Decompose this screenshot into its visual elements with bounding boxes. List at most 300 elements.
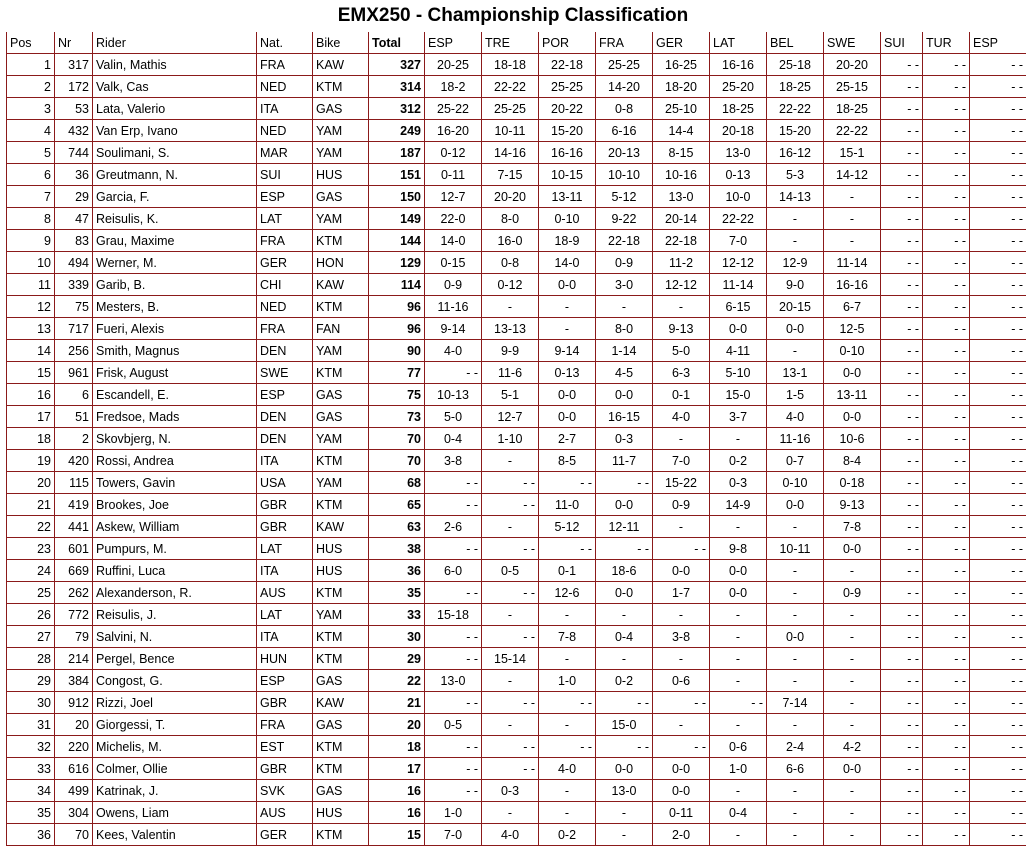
cell-rider: Askew, William (93, 516, 257, 538)
cell-tre-round: 15-14 (482, 648, 539, 670)
col-header-sui-round: SUI (881, 32, 923, 54)
cell-esp-round: 0-9 (425, 274, 482, 296)
cell-ger-round: - (653, 604, 710, 626)
cell-esp-final-round: - - (970, 252, 1026, 274)
cell-number: 70 (55, 824, 93, 846)
cell-number: 441 (55, 516, 93, 538)
cell-number: 6 (55, 384, 93, 406)
cell-tre-round: 0-8 (482, 252, 539, 274)
cell-esp-final-round: - - (970, 604, 1026, 626)
cell-fra-round: 9-22 (596, 208, 653, 230)
table-row (7, 230, 1026, 252)
cell-number: 36 (55, 164, 93, 186)
cell-sui-round: - - (881, 802, 923, 824)
cell-bel-round: 0-7 (767, 450, 824, 472)
cell-lat-round: 0-0 (710, 318, 767, 340)
cell-por-round: 1-0 (539, 670, 596, 692)
cell-total: 144 (369, 230, 425, 252)
cell-esp-round: - - (425, 362, 482, 384)
cell-nationality: GER (257, 252, 313, 274)
cell-tur-round: - - (923, 98, 970, 120)
cell-swe-round: 14-12 (824, 164, 881, 186)
cell-fra-round: - - (596, 692, 653, 714)
col-header-rider: Rider (93, 32, 257, 54)
cell-bike: YAM (313, 428, 369, 450)
table-row (7, 802, 1026, 824)
cell-pos: 5 (7, 142, 55, 164)
cell-esp-round: 3-8 (425, 450, 482, 472)
cell-nationality: EST (257, 736, 313, 758)
cell-nationality: GBR (257, 494, 313, 516)
cell-sui-round: - - (881, 296, 923, 318)
cell-total: 312 (369, 98, 425, 120)
cell-lat-round: 13-0 (710, 142, 767, 164)
cell-pos: 34 (7, 780, 55, 802)
cell-swe-round: 4-2 (824, 736, 881, 758)
cell-swe-round: 12-5 (824, 318, 881, 340)
table-row (7, 428, 1026, 450)
cell-nationality: AUS (257, 802, 313, 824)
cell-bel-round: 0-0 (767, 626, 824, 648)
cell-fra-round: - - (596, 472, 653, 494)
cell-swe-round: 8-4 (824, 450, 881, 472)
cell-esp-round: - - (425, 472, 482, 494)
table-row (7, 406, 1026, 428)
cell-bike: HON (313, 252, 369, 274)
col-header-lat-round: LAT (710, 32, 767, 54)
cell-esp-round: - - (425, 494, 482, 516)
cell-rider: Salvini, N. (93, 626, 257, 648)
cell-esp-final-round: - - (970, 494, 1026, 516)
col-header-swe-round: SWE (824, 32, 881, 54)
cell-tre-round: - - (482, 582, 539, 604)
cell-por-round: - (539, 714, 596, 736)
cell-total: 29 (369, 648, 425, 670)
cell-nationality: SUI (257, 164, 313, 186)
cell-number: 420 (55, 450, 93, 472)
cell-rider: Pumpurs, M. (93, 538, 257, 560)
cell-sui-round: - - (881, 120, 923, 142)
col-header-number: Nr (55, 32, 93, 54)
cell-sui-round: - - (881, 824, 923, 846)
cell-nationality: ITA (257, 626, 313, 648)
cell-ger-round: 5-0 (653, 340, 710, 362)
cell-total: 18 (369, 736, 425, 758)
cell-esp-round: - - (425, 692, 482, 714)
cell-fra-round: 0-0 (596, 384, 653, 406)
cell-por-round: 11-0 (539, 494, 596, 516)
cell-swe-round: - (824, 560, 881, 582)
cell-swe-round: - (824, 626, 881, 648)
cell-pos: 28 (7, 648, 55, 670)
table-row (7, 362, 1026, 384)
cell-esp-final-round: - - (970, 362, 1026, 384)
cell-lat-round: 3-7 (710, 406, 767, 428)
cell-number: 115 (55, 472, 93, 494)
cell-pos: 16 (7, 384, 55, 406)
cell-swe-round: 6-7 (824, 296, 881, 318)
cell-tre-round: - (482, 802, 539, 824)
cell-esp-round: 7-0 (425, 824, 482, 846)
cell-esp-final-round: - - (970, 824, 1026, 846)
cell-bel-round: 14-13 (767, 186, 824, 208)
cell-rider: Lata, Valerio (93, 98, 257, 120)
cell-fra-round: 20-13 (596, 142, 653, 164)
col-header-por-round: POR (539, 32, 596, 54)
cell-fra-round: 12-11 (596, 516, 653, 538)
cell-fra-round: 3-0 (596, 274, 653, 296)
cell-esp-round: 15-18 (425, 604, 482, 626)
cell-esp-round: - - (425, 758, 482, 780)
table-row (7, 604, 1026, 626)
cell-por-round: 25-25 (539, 76, 596, 98)
cell-bike: KAW (313, 54, 369, 76)
cell-tre-round: 9-9 (482, 340, 539, 362)
cell-number: 20 (55, 714, 93, 736)
cell-bike: KTM (313, 648, 369, 670)
cell-fra-round: 1-14 (596, 340, 653, 362)
col-header-ger-round: GER (653, 32, 710, 54)
cell-tre-round: - (482, 296, 539, 318)
cell-por-round: - (539, 780, 596, 802)
cell-tur-round: - - (923, 582, 970, 604)
cell-sui-round: - - (881, 538, 923, 560)
cell-nationality: ITA (257, 560, 313, 582)
cell-swe-round: - (824, 208, 881, 230)
page-title: EMX250 - Championship Classification (0, 0, 1026, 32)
table-row (7, 274, 1026, 296)
table-row (7, 318, 1026, 340)
cell-ger-round: - - (653, 538, 710, 560)
cell-rider: Escandell, E. (93, 384, 257, 406)
cell-esp-final-round: - - (970, 670, 1026, 692)
cell-swe-round: 11-14 (824, 252, 881, 274)
cell-number: 339 (55, 274, 93, 296)
cell-sui-round: - - (881, 208, 923, 230)
cell-lat-round: 0-0 (710, 582, 767, 604)
cell-pos: 32 (7, 736, 55, 758)
cell-bel-round: - (767, 516, 824, 538)
cell-number: 317 (55, 54, 93, 76)
col-header-tur-round: TUR (923, 32, 970, 54)
cell-por-round: 5-12 (539, 516, 596, 538)
cell-total: 90 (369, 340, 425, 362)
cell-nationality: DEN (257, 428, 313, 450)
cell-lat-round: - (710, 428, 767, 450)
cell-bike: YAM (313, 208, 369, 230)
cell-bike: GAS (313, 186, 369, 208)
cell-swe-round: - (824, 604, 881, 626)
cell-ger-round: - - (653, 692, 710, 714)
cell-swe-round: 20-20 (824, 54, 881, 76)
cell-tur-round: - - (923, 604, 970, 626)
cell-bike: KAW (313, 516, 369, 538)
cell-pos: 8 (7, 208, 55, 230)
cell-fra-round: 0-4 (596, 626, 653, 648)
cell-bel-round: - (767, 670, 824, 692)
cell-rider: Towers, Gavin (93, 472, 257, 494)
cell-esp-final-round: - - (970, 406, 1026, 428)
cell-pos: 4 (7, 120, 55, 142)
cell-total: 77 (369, 362, 425, 384)
cell-bel-round: 16-12 (767, 142, 824, 164)
cell-rider: Werner, M. (93, 252, 257, 274)
cell-swe-round: 0-0 (824, 538, 881, 560)
cell-sui-round: - - (881, 450, 923, 472)
cell-bel-round: 22-22 (767, 98, 824, 120)
cell-pos: 14 (7, 340, 55, 362)
cell-ger-round: 10-16 (653, 164, 710, 186)
cell-swe-round: - (824, 802, 881, 824)
cell-tre-round: 0-12 (482, 274, 539, 296)
cell-esp-final-round: - - (970, 186, 1026, 208)
cell-total: 22 (369, 670, 425, 692)
cell-sui-round: - - (881, 560, 923, 582)
cell-swe-round: 0-0 (824, 406, 881, 428)
table-row (7, 186, 1026, 208)
cell-sui-round: - - (881, 362, 923, 384)
table-row (7, 692, 1026, 714)
cell-bel-round: - (767, 648, 824, 670)
cell-nationality: FRA (257, 714, 313, 736)
cell-total: 30 (369, 626, 425, 648)
cell-por-round: - (539, 318, 596, 340)
cell-number: 256 (55, 340, 93, 362)
cell-bel-round: 5-3 (767, 164, 824, 186)
cell-rider: Valin, Mathis (93, 54, 257, 76)
cell-bike: KTM (313, 758, 369, 780)
cell-bike: YAM (313, 604, 369, 626)
table-row (7, 824, 1026, 846)
cell-esp-round: - - (425, 736, 482, 758)
cell-swe-round: - (824, 186, 881, 208)
cell-por-round: - (539, 648, 596, 670)
cell-tre-round: - (482, 714, 539, 736)
cell-tre-round: 8-0 (482, 208, 539, 230)
cell-por-round: - (539, 296, 596, 318)
cell-total: 187 (369, 142, 425, 164)
cell-number: 384 (55, 670, 93, 692)
cell-nationality: LAT (257, 208, 313, 230)
cell-bike: GAS (313, 780, 369, 802)
cell-esp-round: 18-2 (425, 76, 482, 98)
cell-tur-round: - - (923, 230, 970, 252)
cell-number: 616 (55, 758, 93, 780)
cell-sui-round: - - (881, 406, 923, 428)
cell-lat-round: 7-0 (710, 230, 767, 252)
cell-fra-round: 0-9 (596, 252, 653, 274)
cell-pos: 13 (7, 318, 55, 340)
cell-nationality: ESP (257, 186, 313, 208)
cell-esp-round: 11-16 (425, 296, 482, 318)
cell-total: 129 (369, 252, 425, 274)
table-row (7, 208, 1026, 230)
cell-ger-round: 11-2 (653, 252, 710, 274)
cell-sui-round: - - (881, 340, 923, 362)
cell-bel-round: 20-15 (767, 296, 824, 318)
cell-esp-round: 4-0 (425, 340, 482, 362)
cell-pos: 9 (7, 230, 55, 252)
cell-sui-round: - - (881, 714, 923, 736)
cell-fra-round: 0-8 (596, 98, 653, 120)
cell-esp-round: - - (425, 780, 482, 802)
cell-esp-final-round: - - (970, 758, 1026, 780)
cell-fra-round: 15-0 (596, 714, 653, 736)
cell-tre-round: - - (482, 692, 539, 714)
col-header-esp-final-round: ESP (970, 32, 1026, 54)
cell-bel-round: 25-18 (767, 54, 824, 76)
cell-bike: HUS (313, 164, 369, 186)
cell-esp-final-round: - - (970, 538, 1026, 560)
cell-nationality: GBR (257, 692, 313, 714)
cell-por-round: 0-10 (539, 208, 596, 230)
table-row (7, 736, 1026, 758)
cell-sui-round: - - (881, 736, 923, 758)
cell-esp-round: 0-15 (425, 252, 482, 274)
cell-total: 75 (369, 384, 425, 406)
cell-nationality: ITA (257, 450, 313, 472)
cell-fra-round: 16-15 (596, 406, 653, 428)
cell-nationality: AUS (257, 582, 313, 604)
cell-por-round: 18-9 (539, 230, 596, 252)
cell-tre-round: - - (482, 494, 539, 516)
cell-swe-round: - (824, 714, 881, 736)
cell-esp-final-round: - - (970, 516, 1026, 538)
cell-pos: 11 (7, 274, 55, 296)
col-header-tre-round: TRE (482, 32, 539, 54)
cell-rider: Fueri, Alexis (93, 318, 257, 340)
cell-rider: Grau, Maxime (93, 230, 257, 252)
cell-ger-round: 1-7 (653, 582, 710, 604)
cell-fra-round: 5-12 (596, 186, 653, 208)
cell-esp-final-round: - - (970, 296, 1026, 318)
cell-ger-round: 25-10 (653, 98, 710, 120)
cell-number: 262 (55, 582, 93, 604)
cell-tur-round: - - (923, 472, 970, 494)
cell-esp-final-round: - - (970, 76, 1026, 98)
cell-esp-round: 14-0 (425, 230, 482, 252)
cell-tre-round: 12-7 (482, 406, 539, 428)
table-row (7, 560, 1026, 582)
cell-fra-round: - (596, 604, 653, 626)
cell-ger-round: 22-18 (653, 230, 710, 252)
cell-total: 21 (369, 692, 425, 714)
cell-lat-round: 0-0 (710, 560, 767, 582)
cell-fra-round: 22-18 (596, 230, 653, 252)
header-row (7, 32, 1026, 54)
cell-fra-round: 25-25 (596, 54, 653, 76)
cell-lat-round: 22-22 (710, 208, 767, 230)
cell-bel-round: - (767, 230, 824, 252)
cell-pos: 10 (7, 252, 55, 274)
cell-lat-round: 0-6 (710, 736, 767, 758)
cell-bel-round: 1-5 (767, 384, 824, 406)
cell-esp-final-round: - - (970, 560, 1026, 582)
cell-tre-round: 0-3 (482, 780, 539, 802)
cell-swe-round: 9-13 (824, 494, 881, 516)
cell-pos: 19 (7, 450, 55, 472)
cell-tur-round: - - (923, 714, 970, 736)
cell-por-round: 0-2 (539, 824, 596, 846)
cell-number: 29 (55, 186, 93, 208)
cell-esp-round: 0-11 (425, 164, 482, 186)
cell-ger-round: - (653, 296, 710, 318)
cell-rider: Congost, G. (93, 670, 257, 692)
cell-por-round: 16-16 (539, 142, 596, 164)
cell-bike: YAM (313, 142, 369, 164)
cell-por-round: - - (539, 736, 596, 758)
cell-tre-round: 14-16 (482, 142, 539, 164)
cell-por-round: 15-20 (539, 120, 596, 142)
cell-nationality: DEN (257, 340, 313, 362)
cell-pos: 23 (7, 538, 55, 560)
cell-fra-round: 8-0 (596, 318, 653, 340)
cell-sui-round: - - (881, 318, 923, 340)
cell-lat-round: - (710, 714, 767, 736)
cell-esp-round: 13-0 (425, 670, 482, 692)
cell-pos: 22 (7, 516, 55, 538)
cell-ger-round: 0-11 (653, 802, 710, 824)
cell-tur-round: - - (923, 538, 970, 560)
cell-lat-round: 25-20 (710, 76, 767, 98)
cell-number: 961 (55, 362, 93, 384)
cell-sui-round: - - (881, 582, 923, 604)
cell-tre-round: - (482, 604, 539, 626)
cell-nationality: FRA (257, 318, 313, 340)
cell-swe-round: 16-16 (824, 274, 881, 296)
cell-por-round: 22-18 (539, 54, 596, 76)
cell-ger-round: 15-22 (653, 472, 710, 494)
cell-swe-round: - (824, 692, 881, 714)
cell-bike: KTM (313, 230, 369, 252)
cell-esp-round: 10-13 (425, 384, 482, 406)
table-row (7, 54, 1026, 76)
cell-pos: 21 (7, 494, 55, 516)
cell-tur-round: - - (923, 164, 970, 186)
cell-esp-final-round: - - (970, 208, 1026, 230)
cell-fra-round: - (596, 296, 653, 318)
cell-esp-final-round: - - (970, 802, 1026, 824)
cell-ger-round: 8-15 (653, 142, 710, 164)
cell-pos: 17 (7, 406, 55, 428)
col-header-esp-round: ESP (425, 32, 482, 54)
cell-bike: KTM (313, 296, 369, 318)
cell-pos: 18 (7, 428, 55, 450)
cell-lat-round: 15-0 (710, 384, 767, 406)
cell-lat-round: 9-8 (710, 538, 767, 560)
cell-lat-round: 0-4 (710, 802, 767, 824)
cell-ger-round: 16-25 (653, 54, 710, 76)
cell-total: 70 (369, 428, 425, 450)
table-row (7, 538, 1026, 560)
cell-tur-round: - - (923, 428, 970, 450)
cell-tur-round: - - (923, 208, 970, 230)
cell-lat-round: - (710, 604, 767, 626)
cell-tur-round: - - (923, 758, 970, 780)
cell-rider: Fredsoe, Mads (93, 406, 257, 428)
table-row (7, 142, 1026, 164)
cell-por-round: 13-11 (539, 186, 596, 208)
cell-rider: Pergel, Bence (93, 648, 257, 670)
cell-lat-round: 0-2 (710, 450, 767, 472)
cell-sui-round: - - (881, 54, 923, 76)
cell-bel-round: 7-14 (767, 692, 824, 714)
cell-sui-round: - - (881, 252, 923, 274)
cell-ger-round: 0-0 (653, 758, 710, 780)
table-row (7, 76, 1026, 98)
cell-sui-round: - - (881, 186, 923, 208)
cell-bel-round: 13-1 (767, 362, 824, 384)
